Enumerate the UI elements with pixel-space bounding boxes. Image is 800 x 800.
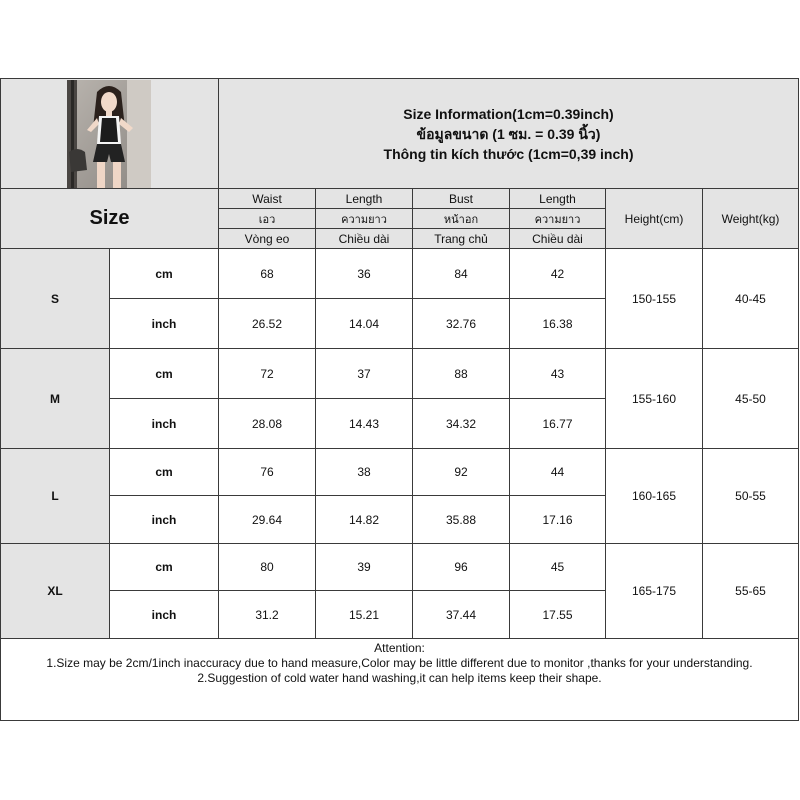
col-header-length2-vi: Chiều dài xyxy=(509,228,606,249)
product-photo xyxy=(67,80,151,188)
value-cell: 92 xyxy=(412,448,510,496)
weight-range: 50-55 xyxy=(702,448,799,544)
col-header-bust-en: Bust xyxy=(412,188,510,209)
value-cell: 37.44 xyxy=(412,590,510,639)
value-cell: 26.52 xyxy=(218,298,316,349)
value-cell: 68 xyxy=(218,248,316,299)
weight-range: 40-45 xyxy=(702,248,799,349)
attention-line-1: 1.Size may be 2cm/1inch inaccuracy due to hand measure,Color may be little different due to monitor ,thanks for your understanding. xyxy=(46,656,753,670)
unit-label-inch: inch xyxy=(109,298,219,349)
size-header: Size xyxy=(0,188,219,249)
col-header-length-th: ความยาว xyxy=(315,208,413,229)
col-header-height: Height(cm) xyxy=(605,188,703,249)
value-cell: 29.64 xyxy=(218,495,316,544)
value-cell: 96 xyxy=(412,543,510,591)
value-cell: 84 xyxy=(412,248,510,299)
size-label-l: L xyxy=(0,448,110,544)
unit-label-inch: inch xyxy=(109,398,219,449)
unit-label-cm: cm xyxy=(109,448,219,496)
value-cell: 76 xyxy=(218,448,316,496)
value-cell: 42 xyxy=(509,248,606,299)
value-cell: 14.43 xyxy=(315,398,413,449)
size-label-m: M xyxy=(0,348,110,449)
size-label-xl: XL xyxy=(0,543,110,639)
attention-note xyxy=(0,638,799,721)
value-cell: 88 xyxy=(412,348,510,399)
value-cell: 39 xyxy=(315,543,413,591)
col-header-length-en: Length xyxy=(315,188,413,209)
col-header-bust-th: หน้าอก xyxy=(412,208,510,229)
col-header-bust-vi: Trang chủ xyxy=(412,228,510,249)
value-cell: 44 xyxy=(509,448,606,496)
value-cell: 80 xyxy=(218,543,316,591)
unit-label-inch: inch xyxy=(109,495,219,544)
value-cell: 16.77 xyxy=(509,398,606,449)
value-cell: 15.21 xyxy=(315,590,413,639)
height-range: 150-155 xyxy=(605,248,703,349)
value-cell: 28.08 xyxy=(218,398,316,449)
value-cell: 35.88 xyxy=(412,495,510,544)
attention-line-2: 2.Suggestion of cold water hand washing,it can help items keep their shape. xyxy=(197,671,602,685)
weight-range: 55-65 xyxy=(702,543,799,639)
size-info-line-th: ข้อมูลขนาด (1 ซม. = 0.39 นิ้ว) xyxy=(416,125,601,142)
height-range: 165-175 xyxy=(605,543,703,639)
col-header-waist-th: เอว xyxy=(218,208,316,229)
unit-label-cm: cm xyxy=(109,248,219,299)
value-cell: 34.32 xyxy=(412,398,510,449)
size-info-line-en: Size Information(1cm=0.39inch) xyxy=(403,105,614,122)
value-cell: 16.38 xyxy=(509,298,606,349)
col-header-length2-th: ความยาว xyxy=(509,208,606,229)
col-header-length2-en: Length xyxy=(509,188,606,209)
height-range: 155-160 xyxy=(605,348,703,449)
value-cell: 45 xyxy=(509,543,606,591)
col-header-waist-vi: Vòng eo xyxy=(218,228,316,249)
value-cell: 38 xyxy=(315,448,413,496)
unit-label-cm: cm xyxy=(109,543,219,591)
height-range: 160-165 xyxy=(605,448,703,544)
value-cell: 72 xyxy=(218,348,316,399)
col-header-waist-en: Waist xyxy=(218,188,316,209)
value-cell: 14.04 xyxy=(315,298,413,349)
unit-label-inch: inch xyxy=(109,590,219,639)
value-cell: 14.82 xyxy=(315,495,413,544)
value-cell: 36 xyxy=(315,248,413,299)
value-cell: 43 xyxy=(509,348,606,399)
size-info-title xyxy=(218,78,799,189)
size-label-s: S xyxy=(0,248,110,349)
size-info-line-vi: Thông tin kích thước (1cm=0,39 inch) xyxy=(383,145,634,162)
col-header-weight: Weight(kg) xyxy=(702,188,799,249)
value-cell: 17.16 xyxy=(509,495,606,544)
col-header-length-vi: Chiều dài xyxy=(315,228,413,249)
unit-label-cm: cm xyxy=(109,348,219,399)
weight-range: 45-50 xyxy=(702,348,799,449)
value-cell: 32.76 xyxy=(412,298,510,349)
attention-title: Attention: xyxy=(374,641,425,655)
value-cell: 17.55 xyxy=(509,590,606,639)
value-cell: 31.2 xyxy=(218,590,316,639)
value-cell: 37 xyxy=(315,348,413,399)
